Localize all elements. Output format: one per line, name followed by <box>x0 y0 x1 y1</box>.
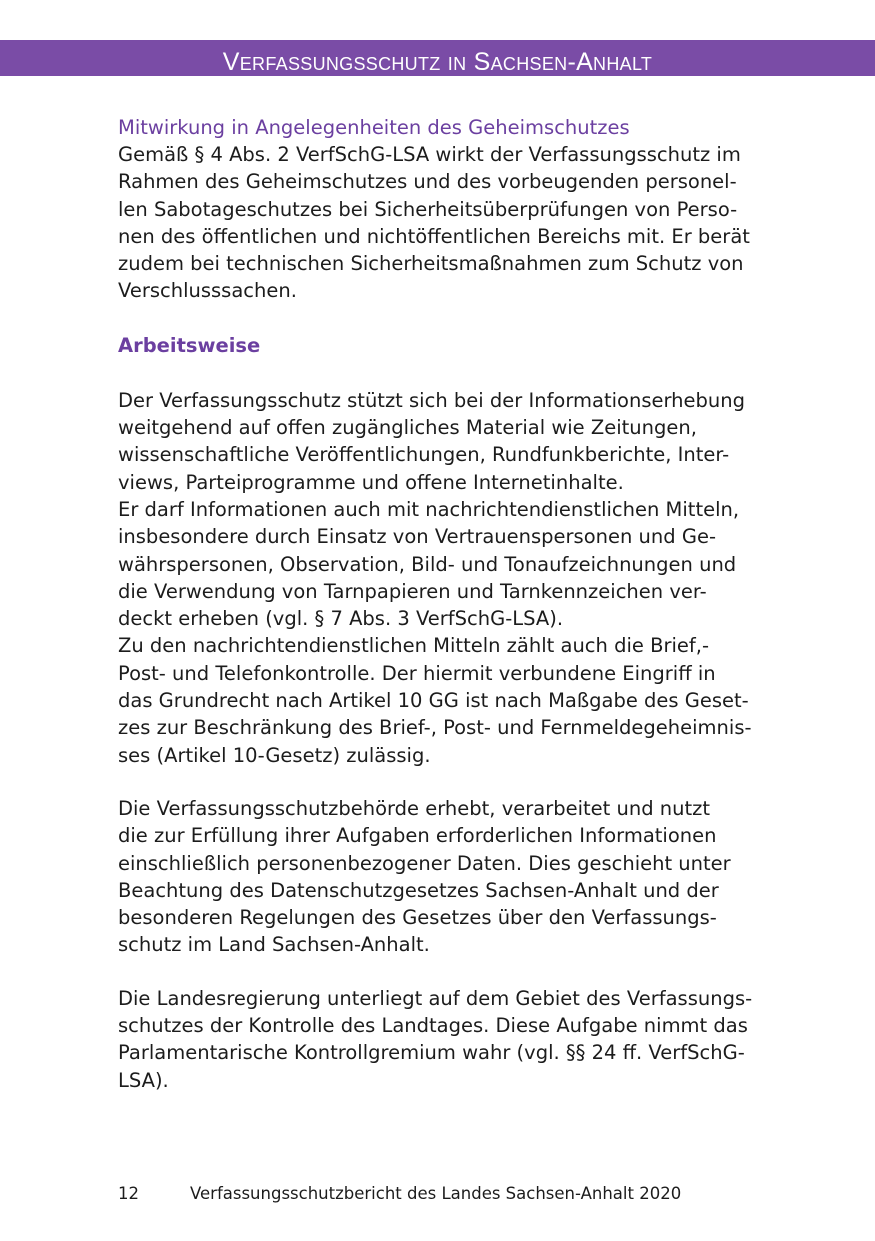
text-line: das Grundrecht nach Artikel 10 GG ist nach Maßgabe des Geset- <box>118 689 749 713</box>
section-heading-geheimschutz: Mitwirkung in Angelegenheiten des Geheimschutzes <box>118 116 630 139</box>
spacer <box>118 359 768 387</box>
text-line: währspersonen, Observation, Bild- und Tonaufzeichnungen und <box>118 552 737 576</box>
text-line: zes zur Beschränkung des Brief-, Post- und Fernmeldegeheimnis- <box>118 716 752 740</box>
paragraph-arbeitsweise-3 <box>118 985 768 1094</box>
paragraph-arbeitsweise-2 <box>118 795 768 959</box>
text-line: besonderen Regelungen des Gesetzes über den Verfassungs- <box>118 906 717 930</box>
text-line: die zur Erfüllung ihrer Aufgaben erforderlichen Informationen <box>118 824 717 848</box>
text-line: ses (Artikel 10-Gesetz) zulässig. <box>118 743 431 767</box>
header-band <box>0 40 875 76</box>
text-line: LSA). <box>118 1068 169 1092</box>
text-line: Der Verfassungsschutz stützt sich bei der Informationserhebung <box>118 388 745 412</box>
text-line: Parlamentarische Kontrollgremium wahr (vgl. §§ 24 ff. VerfSchG- <box>118 1041 745 1065</box>
spacer <box>118 769 768 795</box>
text-line: len Sabotageschutzes bei Sicherheitsüberprüfungen von Perso- <box>118 197 738 221</box>
text-line: Rahmen des Geheimschutzes und des vorbeugenden personel- <box>118 170 737 194</box>
text-line: Post- und Telefonkontrolle. Der hiermit verbundene Eingriff in <box>118 661 716 685</box>
page-header-title: Verfassungsschutz in Sachsen-Anhalt <box>222 48 653 76</box>
spacer <box>118 959 768 985</box>
main-content <box>118 114 768 1094</box>
section-heading-arbeitsweise: Arbeitsweise <box>118 333 261 357</box>
page-number: 12 <box>118 1184 139 1203</box>
text-line: die Verwendung von Tarnpapieren und Tarnkennzeichen ver- <box>118 579 707 603</box>
text-line: deckt erheben (vgl. § 7 Abs. 3 VerfSchG-LSA). <box>118 607 564 631</box>
text-line: Verschlusssachen. <box>118 279 297 303</box>
text-line: Die Verfassungsschutzbehörde erhebt, verarbeitet und nutzt <box>118 796 711 820</box>
paragraph-arbeitsweise-1 <box>118 387 768 769</box>
text-line: weitgehend auf offen zugängliches Material wie Zeitungen, <box>118 416 697 440</box>
text-line: einschließlich personenbezogener Daten. Dies geschieht unter <box>118 851 731 875</box>
page-footer <box>118 1182 768 1206</box>
paragraph-geheimschutz <box>118 141 768 305</box>
text-line: Beachtung des Datenschutzgesetzes Sachsen-Anhalt und der <box>118 878 719 902</box>
text-line: wissenschaftliche Veröffentlichungen, Rundfunkberichte, Inter- <box>118 443 730 467</box>
text-line: Er darf Informationen auch mit nachrichtendienstlichen Mitteln, <box>118 497 740 521</box>
text-line: Gemäß § 4 Abs. 2 VerfSchG-LSA wirkt der Verfassungsschutz im <box>118 143 741 166</box>
text-line: zudem bei technischen Sicherheitsmaßnahmen zum Schutz von <box>118 252 744 276</box>
spacer <box>118 305 768 332</box>
text-line: Die Landesregierung unterliegt auf dem Gebiet des Verfassungs- <box>118 986 753 1010</box>
text-line: Zu den nachrichtendienstlichen Mitteln zählt auch die Brief,- <box>118 634 709 658</box>
publication-title: Verfassungsschutzbericht des Landes Sachsen-Anhalt 2020 <box>190 1184 682 1203</box>
text-line: schutz im Land Sachsen-Anhalt. <box>118 933 430 957</box>
text-line: nen des öffentlichen und nichtöffentlichen Bereichs mit. Er berät <box>118 224 750 248</box>
text-line: insbesondere durch Einsatz von Vertrauenspersonen und Ge- <box>118 525 716 549</box>
text-line: schutzes der Kontrolle des Landtages. Diese Aufgabe nimmt das <box>118 1014 748 1038</box>
text-line: views, Parteiprogramme und offene Internetinhalte. <box>118 470 624 494</box>
